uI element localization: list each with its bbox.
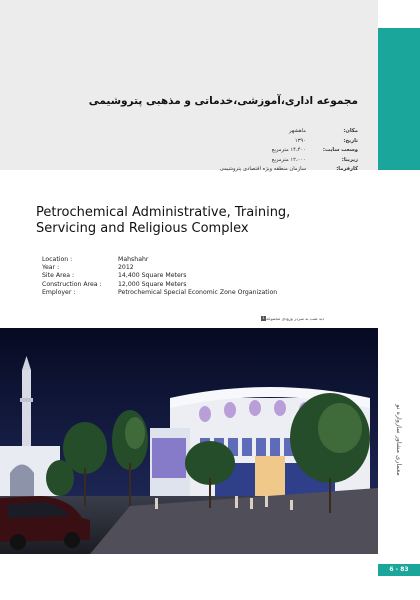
page-number-badge: 6 - 83 (378, 564, 420, 576)
english-info-label: Employer : (42, 288, 76, 296)
english-info-value: 14,400 Square Meters (118, 272, 187, 280)
english-info (42, 256, 342, 297)
english-title-line: Petrochemical Administrative, Training, (36, 205, 291, 220)
persian-info-label: کارفرما: (336, 166, 358, 173)
english-info-row (42, 281, 342, 289)
english-info-value: 12,000 Square Meters (118, 280, 187, 288)
photo-caption-text: دید شب به سردر ورودی مجموعه (266, 316, 325, 321)
sidebar-vertical-title (378, 340, 420, 540)
english-info-label: Location : (42, 256, 73, 263)
vertical-title-text: معماری مشاور سازواره نو (395, 404, 404, 476)
english-info-row (42, 289, 342, 297)
persian-info-row (128, 137, 358, 147)
persian-info-value: سازمان منطقه ویژه اقتصادی پتروشیمی (219, 166, 306, 173)
english-info-label: Year : (42, 264, 60, 272)
english-info-value: 2012 (118, 264, 134, 272)
persian-info-row (128, 127, 358, 137)
english-info-label: Site Area : (42, 272, 75, 280)
photo-caption (258, 316, 376, 321)
english-info-row (42, 272, 342, 280)
english-info-label: Construction Area : (42, 280, 102, 288)
persian-info-value: ۱۳۹۰ (294, 137, 306, 144)
accent-tab (378, 28, 420, 170)
persian-info-label: زیربنا: (341, 156, 358, 163)
persian-info-row (128, 146, 358, 156)
english-title-line: Servicing and Religious Complex (36, 220, 249, 236)
english-title (36, 205, 336, 236)
persian-info-value: ماهشهر (289, 128, 306, 134)
persian-info (128, 127, 358, 175)
night-rendering-photo (0, 328, 378, 554)
english-info-value: Mahshahr (118, 256, 149, 263)
persian-info-row (128, 156, 358, 166)
persian-info-label: وسعت سایت: (322, 147, 358, 154)
persian-info-label: مکان: (343, 128, 358, 134)
english-info-value: Petrochemical Special Economic Zone Organization (118, 288, 278, 296)
english-info-row (42, 256, 342, 264)
persian-info-label: تاریخ: (343, 137, 358, 144)
photo-caption-number: 1 (262, 316, 265, 320)
persian-info-value: ۱۲،۰۰۰ مترمربع (271, 156, 306, 163)
english-info-row (42, 264, 342, 272)
persian-info-value: ۱۴،۴۰۰ مترمربع (271, 147, 306, 154)
persian-info-row (128, 165, 358, 175)
persian-title: مجموعه اداری،آموزشی،خدماتی و مذهبی پتروشیمی (88, 95, 358, 107)
